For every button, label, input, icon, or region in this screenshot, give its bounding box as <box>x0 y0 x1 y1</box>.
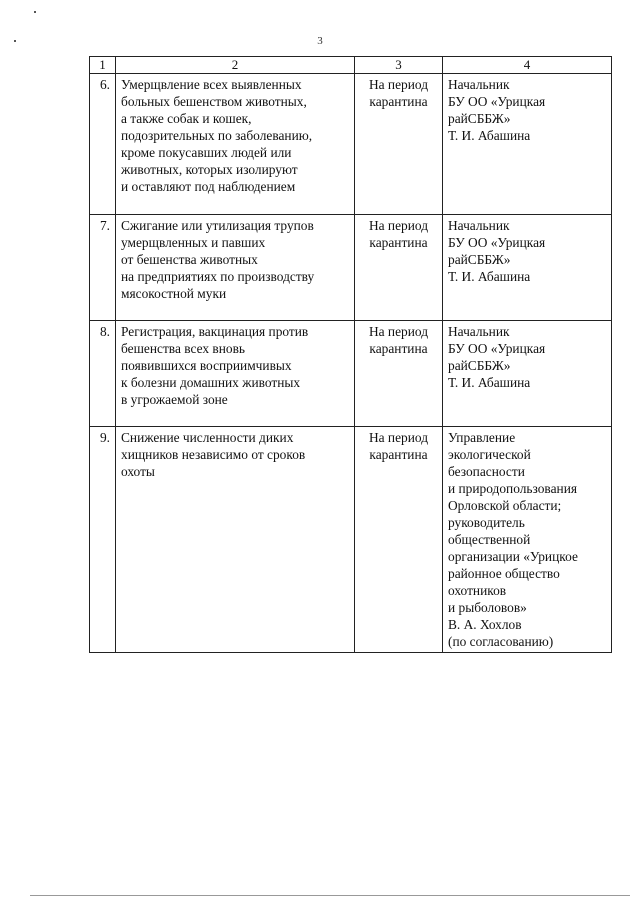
column-header-4: 4 <box>443 57 612 74</box>
table-row <box>90 215 612 321</box>
responsible-cell-line: Т. И. Абашина <box>448 128 531 143</box>
period-cell-line: На период <box>368 324 429 339</box>
row-number: 9. <box>90 427 116 653</box>
measure-cell-line: Регистрация, вакцинация против <box>121 324 309 339</box>
responsible-cell-line: В. А. Хохлов <box>448 617 522 632</box>
measure-cell <box>116 427 355 653</box>
period-cell-line: карантина <box>369 341 428 356</box>
responsible-cell-line: Управление <box>448 430 516 445</box>
period-cell <box>355 321 443 427</box>
measure-cell-line: на предприятиях по производству <box>121 269 315 284</box>
table-header-row <box>90 57 612 74</box>
responsible-cell-line: БУ ОО «Урицкая <box>448 341 546 356</box>
period-cell-line: На период <box>368 430 429 445</box>
measure-cell <box>116 215 355 321</box>
measure-cell <box>116 74 355 215</box>
period-cell-line: На период <box>368 77 429 92</box>
measure-cell-line: от бешенства животных <box>121 252 258 267</box>
measure-cell-line: подозрительных по заболеванию, <box>121 128 313 143</box>
responsible-cell-line: райСББЖ» <box>448 111 511 126</box>
measure-cell-line: кроме покусавших людей или <box>121 145 292 160</box>
period-cell-line: На период <box>368 218 429 233</box>
responsible-cell-line: общественной <box>448 532 531 547</box>
page-number: 3 <box>317 35 323 47</box>
row-number: 7. <box>90 215 116 321</box>
measure-cell-line: Умерщвление всех выявленных <box>121 77 302 92</box>
bottom-rule <box>30 895 630 896</box>
period-cell <box>355 427 443 653</box>
responsible-cell-line: БУ ОО «Урицкая <box>448 94 546 109</box>
responsible-cell-line: Начальник <box>448 77 510 92</box>
table-row <box>90 74 612 215</box>
responsible-cell-line: экологической <box>448 447 531 462</box>
period-cell-line: карантина <box>369 447 428 462</box>
responsible-cell-line: райСББЖ» <box>448 252 511 267</box>
measure-cell-line: а также собак и кошек, <box>121 111 252 126</box>
measure-cell-line: Снижение численности диких <box>121 430 294 445</box>
measure-cell-line: и оставляют под наблюдением <box>121 179 296 194</box>
responsible-cell-line: БУ ОО «Урицкая <box>448 235 546 250</box>
measure-cell-line: умерщвленных и павших <box>121 235 266 250</box>
measure-cell-line: животных, которых изолируют <box>121 162 298 177</box>
responsible-cell-line: районное общество <box>448 566 560 581</box>
column-header-3: 3 <box>355 57 443 74</box>
column-header-2: 2 <box>116 57 355 74</box>
measure-cell-line: хищников независимо от сроков <box>121 447 306 462</box>
measures-table <box>89 56 612 653</box>
responsible-cell <box>443 215 612 321</box>
responsible-cell <box>443 427 612 653</box>
responsible-cell-line: Т. И. Абашина <box>448 375 531 390</box>
period-cell <box>355 74 443 215</box>
period-cell <box>355 215 443 321</box>
row-number: 6. <box>90 74 116 215</box>
row-number: 8. <box>90 321 116 427</box>
responsible-cell-line: Начальник <box>448 324 510 339</box>
period-cell-line: карантина <box>369 94 428 109</box>
responsible-cell-line: безопасности <box>448 464 525 479</box>
measure-cell-line: в угрожаемой зоне <box>121 392 228 407</box>
responsible-cell-line: райСББЖ» <box>448 358 511 373</box>
responsible-cell-line: Т. И. Абашина <box>448 269 531 284</box>
responsible-cell <box>443 321 612 427</box>
responsible-cell-line: и рыболовов» <box>448 600 527 615</box>
measure-cell-line: к болезни домашних животных <box>121 375 301 390</box>
scan-speck <box>34 11 36 13</box>
measure-cell <box>116 321 355 427</box>
responsible-cell-line: охотников <box>448 583 507 598</box>
table-row <box>90 321 612 427</box>
measure-cell-line: мясокостной муки <box>121 286 227 301</box>
responsible-cell-line: организации «Урицкое <box>448 549 578 564</box>
column-header-1: 1 <box>90 57 116 74</box>
scan-speck <box>14 40 16 42</box>
measure-cell-line: Сжигание или утилизация трупов <box>121 218 314 233</box>
responsible-cell <box>443 74 612 215</box>
table-row <box>90 427 612 653</box>
responsible-cell-line: и природопользования <box>448 481 578 496</box>
measure-cell-line: больных бешенством животных, <box>121 94 307 109</box>
measure-cell-line: бешенства всех вновь <box>121 341 246 356</box>
measure-cell-line: появившихся восприимчивых <box>121 358 292 373</box>
measure-cell-line: охоты <box>121 464 155 479</box>
responsible-cell-line: Начальник <box>448 218 510 233</box>
responsible-cell-line: Орловской области; <box>448 498 562 513</box>
period-cell-line: карантина <box>369 235 428 250</box>
responsible-cell-line: руководитель <box>448 515 525 530</box>
responsible-cell-line: (по согласованию) <box>448 634 554 649</box>
